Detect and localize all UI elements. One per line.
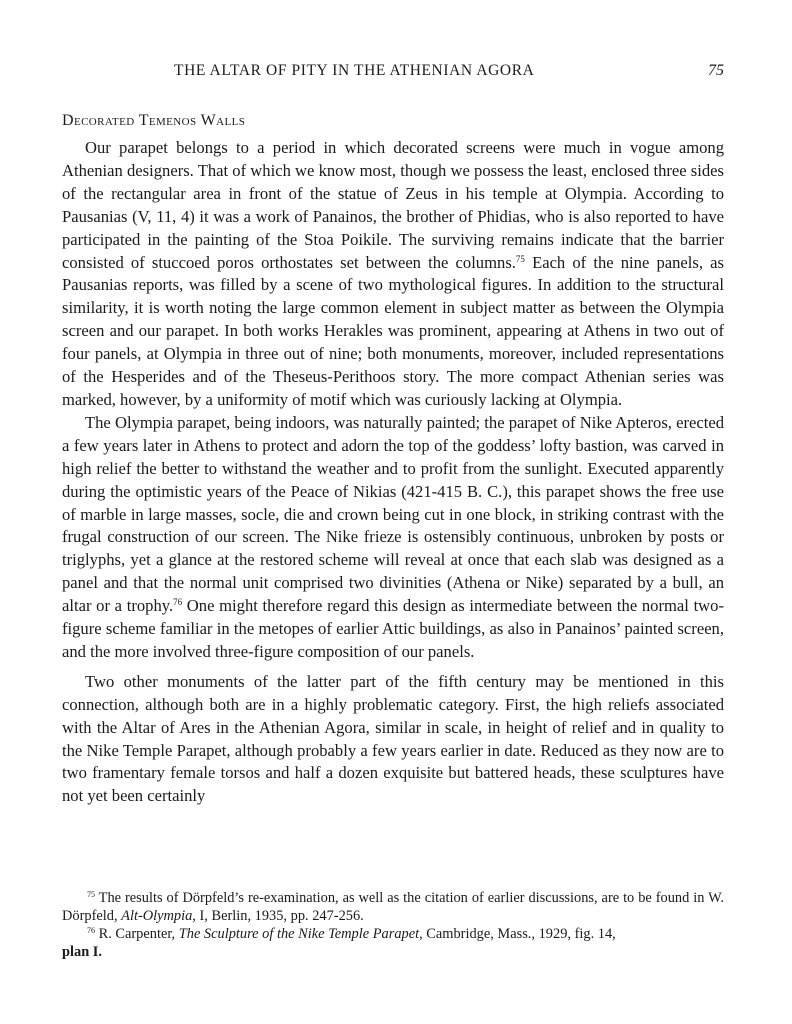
footnote-76-text-b: , Cambridge, Mass., 1929, fig. 14, <box>419 926 616 942</box>
section-heading: Decorated Temenos Walls <box>62 112 246 129</box>
footnote-mark-76: 76 <box>87 926 95 935</box>
footnote-76-text-c: plan I. <box>62 944 102 960</box>
paragraph-1 <box>62 137 724 412</box>
footnotes <box>62 889 724 961</box>
paragraph-2-text-a: The Olympia parapet, being indoors, was naturally painted; the parapet of Nike Apteros, erected a few years later in Athens to protect and adorn the top of the goddess’ lofty bastion, was carved in high relief the better to withstand the weather and to profit from the sunlight. Executed apparently during the optimistic years of the Peace of Nikias (421-415 B. C.), this parapet shows the free use of marble in large masses, socle, die and crown being cut in one block, in striking contrast with the frugal construction of our screen. The Nike frieze is ostensibly continuous, unbroken by posts or triglyphs, yet a glance at the restored scheme will reveal at once that each slab was designed as a panel and that the normal unit comprised two divinities (Athena or Nike) separated by a bull, an altar or a trophy. <box>62 412 724 616</box>
footnote-75-text-b: , I, Berlin, 1935, pp. 247-256. <box>192 908 364 924</box>
paragraph-3 <box>62 671 724 808</box>
paragraph-2-text-b: One might therefore regard this design as intermediate between the normal two-figure scheme familiar in the metopes of earlier Attic buildings, as also in Panainos’ painted screen, and the more involved three-figure composition of our panels. <box>62 596 724 661</box>
footnote-mark-75: 75 <box>87 890 95 899</box>
footnote-75-title: Alt-Olympia <box>121 908 193 924</box>
page-number: 75 <box>708 62 724 79</box>
running-title: THE ALTAR OF PITY IN THE ATHENIAN AGORA <box>174 62 535 79</box>
footnote-ref-75: 75 <box>515 253 525 264</box>
footnote-75-text-a: The results of Dörpfeld’s re-examination, as well as the citation of earlier discussions, are to be found in W. Dörpfeld, <box>62 890 724 924</box>
running-head <box>62 62 724 84</box>
paragraph-2 <box>62 412 724 664</box>
paragraph-1-text-a: Our parapet belongs to a period in which decorated screens were much in vogue among Athenian designers. That of which we know most, though we possess the least, enclosed three sides of the rectangular area in front of the statue of Zeus in his temple at Olympia. According to Pausanias (V, 11, 4) it was a work of Panainos, the brother of Phidias, who is also reported to have participated in the painting of the Stoa Poikile. The surviving remains indicate that the barrier consisted of stuccoed poros orthostates set between the columns. <box>62 138 724 272</box>
paragraph-1-text-b: Each of the nine panels, as Pausanias reports, was filled by a scene of two mythological figures. In addition to the structural similarity, it is worth noting the large common element in subject matter as between the Olympia screen and our parapet. In both works Herakles was prominent, appearing at Athens in two out of four panels, at Olympia in three out of nine; both monuments, moreover, included representations of the Hesperides and of the Theseus-Perithoos story. The more compact Athenian series was marked, however, by a uniformity of motif which was curiously lacking at Olympia. <box>62 252 724 409</box>
footnote-76-title: The Sculpture of the Nike Temple Parapet <box>178 926 420 942</box>
footnote-75 <box>62 889 724 925</box>
footnote-ref-76: 76 <box>173 597 183 608</box>
body-text <box>62 137 724 808</box>
paragraph-3-text: Two other monuments of the latter part of the fifth century may be mentioned in this connection, although both are in a highly problematic category. First, the high reliefs associated with the Altar of Ares in the Athenian Agora, similar in scale, in height of relief and in quality to the Nike Temple Parapet, although probably a few years earlier in date. Reduced as they now are to two framentary female torsos and half a dozen exquisite but battered heads, these sculptures have not yet been certainly <box>62 671 724 806</box>
footnote-76 <box>62 925 724 961</box>
footnote-76-text-a: R. Carpenter, <box>95 926 179 942</box>
